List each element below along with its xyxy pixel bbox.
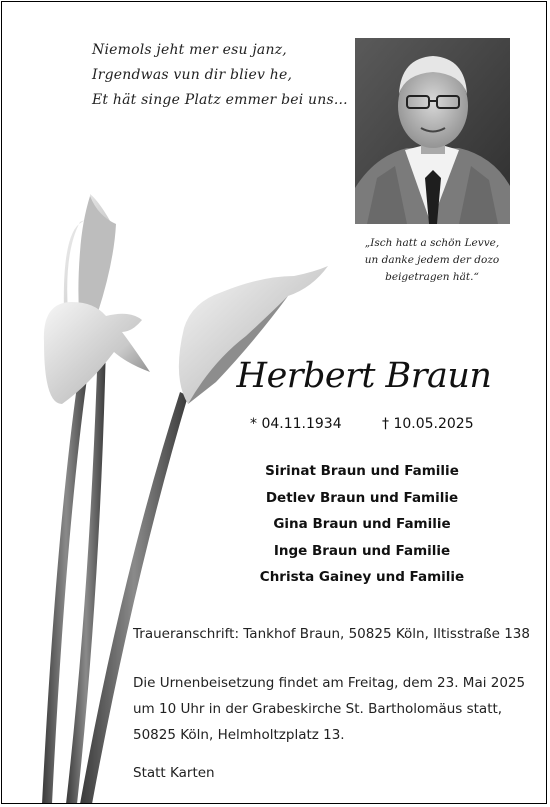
death-date: † 10.05.2025 — [382, 416, 474, 432]
quote — [342, 235, 522, 286]
family-member: Inge Braun und Familie — [273, 542, 451, 559]
burial-notice — [133, 670, 525, 748]
family-member: Detlev Braun und Familie — [265, 489, 459, 506]
poem-line: Niemols jeht mer esu janz, — [92, 42, 287, 58]
burial-line: Die Urnenbeisetzung findet am Freitag, dem 23. Mai 2025 — [133, 675, 526, 691]
burial-line: 50825 Köln, Helmholtzplatz 13. — [133, 727, 345, 743]
quote-line: un danke jedem der dozo — [364, 254, 500, 266]
family-list — [232, 458, 492, 591]
family-member: Gina Braun und Familie — [273, 516, 451, 532]
poem-line: Irgendwas vun dir bliev he, — [92, 67, 293, 83]
deceased-name: Herbert Braun — [236, 356, 492, 396]
family-member: Sirinat Braun und Familie — [265, 463, 459, 479]
quote-line: „Isch hatt a schön Levve, — [364, 237, 500, 249]
birth-date: * 04.11.1934 — [250, 416, 342, 432]
closing-note: Statt Karten — [133, 765, 215, 781]
poem — [92, 38, 348, 113]
family-member: Christa Gainey und Familie — [259, 569, 465, 585]
quote-line: beigetragen hät.“ — [385, 271, 479, 283]
portrait-photo — [355, 38, 510, 224]
mourning-address: Traueranschrift: Tankhof Braun, 50825 Köln, Iltisstraße 138 — [133, 626, 530, 642]
burial-line: um 10 Uhr in der Grabeskirche St. Bartholomäus statt, — [133, 701, 503, 717]
poem-line: Et hät singe Platz emmer bei uns... — [92, 92, 348, 108]
obituary-card — [1, 1, 547, 804]
